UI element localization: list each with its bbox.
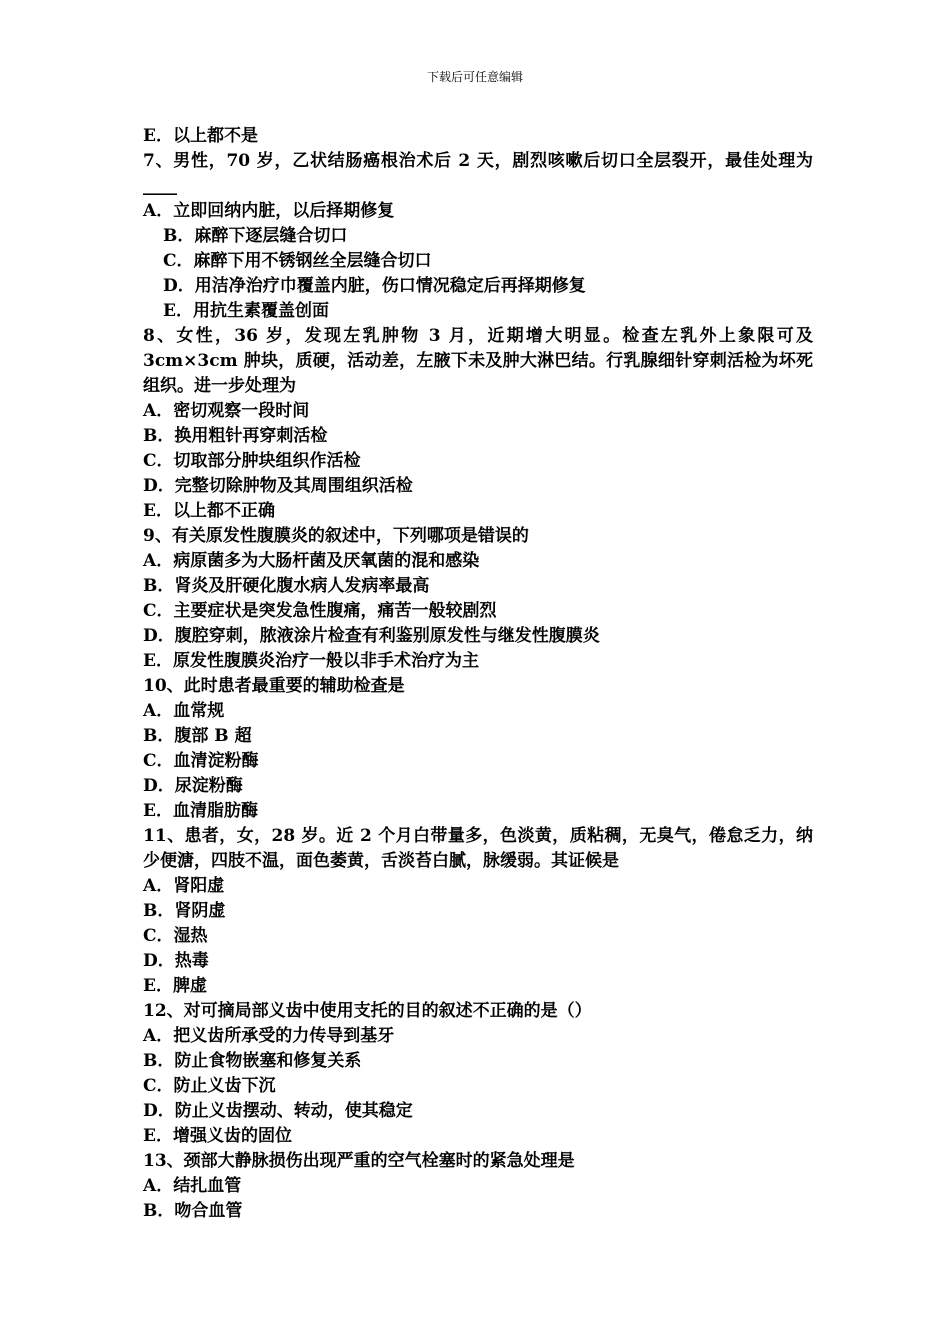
text-line: D．腹腔穿刺，脓液涂片检查有利鉴别原发性与继发性腹膜炎 — [143, 626, 600, 646]
text-line: A．立即回纳内脏，以后择期修复 — [143, 201, 395, 221]
text-line: 13、颈部大静脉损伤出现严重的空气栓塞时的紧急处理是 — [143, 1151, 575, 1171]
text-line: E．增强义齿的固位 — [143, 1126, 292, 1146]
text-line: E．用抗生素覆盖创面 — [163, 301, 329, 321]
text-line: C．血清淀粉酶 — [143, 751, 259, 771]
text-line: B．吻合血管 — [143, 1201, 243, 1221]
text-line: B．麻醉下逐层缝合切口 — [163, 226, 348, 246]
text-line: D．防止义齿摆动、转动，使其稳定 — [143, 1101, 413, 1121]
text-line: D．用洁净治疗巾覆盖内脏，伤口情况稳定后再择期修复 — [163, 276, 586, 296]
text-line: 8、女性，36 岁，发现左乳肿物 3 月，近期增大明显。检查左乳外上象限可及 3cm×3cm 肿块，质硬，活动差，左腋下未及肿大淋巴结。行乳腺细针穿刺活检为坏死组织。进一步处理为 — [143, 326, 813, 396]
text-line: D．尿淀粉酶 — [143, 776, 243, 796]
text-line: C．麻醉下用不锈钢丝全层缝合切口 — [163, 251, 432, 271]
text-line: E．脾虚 — [143, 976, 207, 996]
text-line: 10、此时患者最重要的辅助检查是 — [143, 676, 405, 696]
text-line: C．湿热 — [143, 926, 208, 946]
text-line: A．结扎血管 — [143, 1176, 242, 1196]
text-line: B．肾炎及肝硬化腹水病人发病率最高 — [143, 576, 430, 596]
text-line: A．血常规 — [143, 701, 225, 721]
text-line: C．防止义齿下沉 — [143, 1076, 276, 1096]
text-line: C．主要症状是突发急性腹痛，痛苦一般较剧烈 — [143, 601, 497, 621]
text-line: A．病原菌多为大肠杆菌及厌氧菌的混和感染 — [143, 551, 480, 571]
text-line: A．把义齿所承受的力传导到基牙 — [143, 1026, 395, 1046]
text-line: B．腹部 B 超 — [143, 726, 252, 746]
text-line: D．完整切除肿物及其周围组织活检 — [143, 476, 413, 496]
text-line: B．换用粗针再穿刺活检 — [143, 426, 328, 446]
text-line: A．密切观察一段时间 — [143, 401, 310, 421]
text-line: E．以上都不是 — [143, 126, 258, 146]
page-header: 下载后可任意编辑 — [426, 70, 523, 84]
text-line: 7、男性，70 岁，乙状结肠癌根治术后 2 天，剧烈咳嗽后切口全层裂开，最佳处理为____ — [143, 151, 813, 196]
text-line: 11、患者，女，28 岁。近 2 个月白带量多，色淡黄，质粘稠，无臭气，倦怠乏力，纳少便溏，四肢不温，面色萎黄，舌淡苔白腻，脉缓弱。其证候是 — [143, 826, 813, 871]
text-line: B．肾阴虚 — [143, 901, 226, 921]
question-list — [143, 124, 813, 1224]
text-line: E．原发性腹膜炎治疗一般以非手术治疗为主 — [143, 651, 479, 671]
text-line: B．防止食物嵌塞和修复关系 — [143, 1051, 362, 1071]
text-line: D．热毒 — [143, 951, 209, 971]
text-line: C．切取部分肿块组织作活检 — [143, 451, 361, 471]
text-line: 9、有关原发性腹膜炎的叙述中，下列哪项是错误的 — [143, 526, 529, 546]
text-line: E．血清脂肪酶 — [143, 801, 258, 821]
text-line: A．肾阳虚 — [143, 876, 225, 896]
text-line: 12、对可摘局部义齿中使用支托的目的叙述不正确的是（） — [143, 1001, 592, 1021]
text-line: E．以上都不正确 — [143, 501, 275, 521]
